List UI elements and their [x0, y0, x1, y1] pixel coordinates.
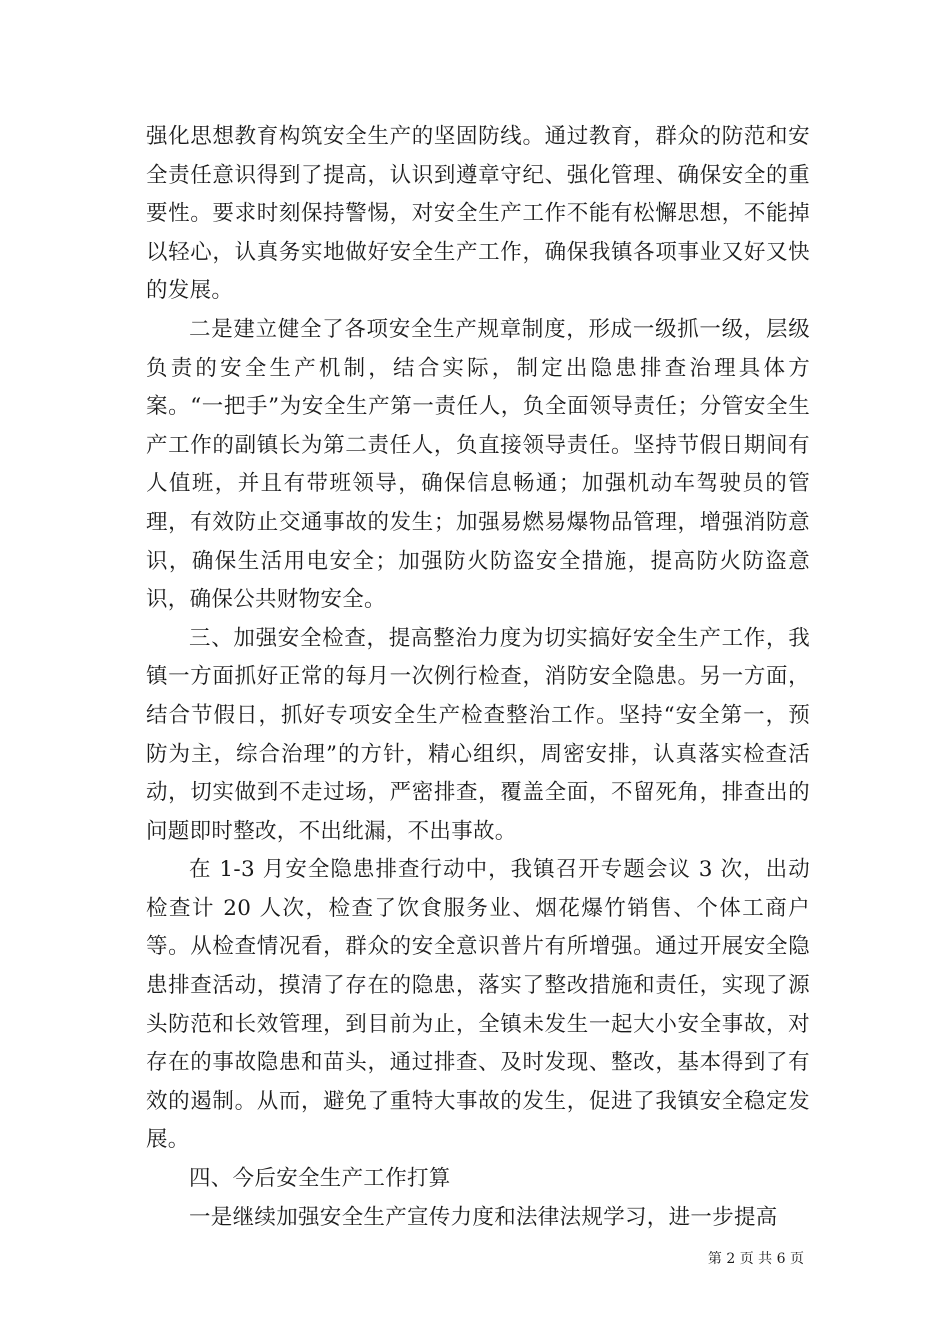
paragraph-future-plan-one: 一是继续加强安全生产宣传力度和法律法规学习，进一步提高 [189, 1204, 778, 1230]
paragraph-hazard-campaign: 在 1-3 月安全隐患排查行动中，我镇召开专题会议 3 次，出动检查计 20 人次，检查了饮食服务业、烟花爆竹销售、个体工商户等。从检查情况看，群众的安全意识普片有所增强。通过开展安全隐患排查活动，摸清了存在的隐患，落实了整改措施和责任，实现了源头防范和长效管理，到目前为止，全镇未发生一起大小安全事故，对存在的事故隐患和苗头，通过排查、及时发现、整改，基本得到了有效的遏制。从而，避免了重特大事故的发生，促进了我镇安全稳定发展。 [146, 857, 810, 1153]
document-body [146, 118, 810, 1237]
page-number-footer: 第 2 页 共 6 页 [707, 1251, 804, 1267]
section-heading-future-plans: 四、今后安全生产工作打算 [189, 1166, 451, 1192]
paragraph-rules-system: 二是建立健全了各项安全生产规章制度，形成一级抓一级，层级负责的安全生产机制，结合实际，制定出隐患排查治理具体方案。“一把手”为安全生产第一责任人，负全面领导责任；分管安全生产工作的副镇长为第二责任人，负直接领导责任。坚持节假日期间有人值班，并且有带班领导，确保信息畅通；加强机动车驾驶员的管理，有效防止交通事故的发生；加强易燃易爆物品管理，增强消防意识，确保生活用电安全；加强防火防盗安全措施，提高防火防盗意识，确保公共财物安全。 [146, 316, 810, 613]
paragraph-safety-inspection: 三、加强安全检查，提高整治力度为切实搞好安全生产工作，我镇一方面抓好正常的每月一次例行检查，消防安全隐患。另一方面，结合节假日，抓好专项安全生产检查整治工作。坚持“安全第一，预防为主，综合治理”的方针，精心组织，周密安排，认真落实检查活动，切实做到不走过场，严密排查，覆盖全面，不留死角，排查出的问题即时整改，不出纰漏，不出事故。 [146, 625, 810, 844]
paragraph-continued: 强化思想教育构筑安全生产的坚固防线。通过教育，群众的防范和安全责任意识得到了提高，认识到遵章守纪、强化管理、确保安全的重要性。要求时刻保持警惕，对安全生产工作不能有松懈思想，不能掉以轻心，认真务实地做好安全生产工作，确保我镇各项事业又好又快的发展。 [146, 124, 810, 304]
